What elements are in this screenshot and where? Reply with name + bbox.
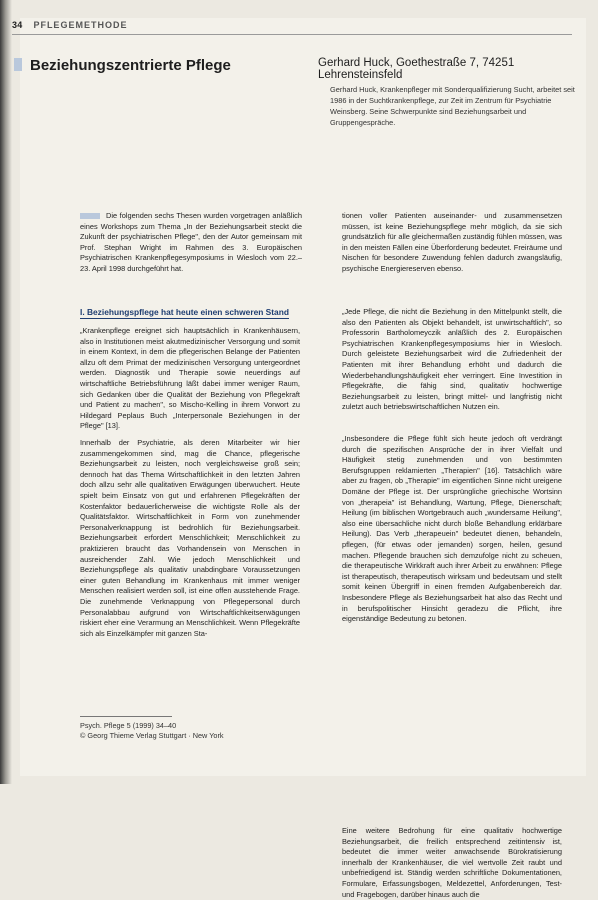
author-bio: Gerhard Huck, Krankenpfleger mit Sonderqualifizierung Sucht, arbeitet seit 1986 in der Suchtkrankenpflege, zur Zeit im Zentrum für Psychiatrie Weinsberg. Seine Schwerpunkte sind Beziehungsarbeit und Gruppengespräche.: [330, 85, 575, 127]
author-byline: Gerhard Huck, Goethestraße 7, 74251 Lehrensteinsfeld: [318, 57, 515, 81]
right-paragraph-1: tionen voller Patienten auseinander- und zusammensetzen müssen, ist keine Beziehungspflege mehr möglich, da sie sich grundsätzlich für alle gleichermaßen zuständig fühlen müssen, was in den meisten Fällen eine Überforderung bedeutet. Freiräume und Nischen für besondere Zuwendung fehlen dadurch zwangsläufig, psychische Energiereserven ebenso.: [342, 211, 562, 273]
footnote: [80, 721, 224, 741]
left-paragraph-2: Innerhalb der Psychiatrie, als deren Mitarbeiter wir hier zusammengekommen sind, mag die Chance, pflegerische Beziehungsarbeit zu leisten, noch vergleichsweise groß sein; dennoch hat das Thema Wirtschaftlichkeit in den letzten Jahren doch allzu sehr alle qualitativen Erwägungen überwuchert. Heute spielt beim Einsatz von gut und erfahrenen Pflegekräften der Kostenfaktor bedauerlicherweise die wichtigste Rolle als der Qualitätsfaktor. Wirtschaftlichkeit in Form von zunehmender Personalverknappung ist bedrohlich für Beziehungsarbeit. Beziehungsarbeit erfordert Menschlichkeit; Menschlichkeit zu praktizieren braucht das Vorhandensein von Menschen in ausreichender Zahl. Wie jedoch Menschlichkeit und Beziehungspflege als qualitativ unabdingbare Voraussetzungen einer guten Behandlung im Krankenhaus mit immer weniger Menschen realisiert werden soll, ist eine offen ausstehende Frage. Die zunehmende Verknappung von Pflegepersonal durch Personalabbau aufgrund von Wirtschaftlichkeitserwägungen riskiert eher eine Verarmung an Menschlichkeit. Wenn Pflegekräfte sich als Einzelkämpfer mit ganzen Sta-: [80, 438, 300, 638]
page-edge-shadow: [0, 0, 12, 784]
footnote-rule: [80, 716, 172, 717]
intro-text: Die folgenden sechs Thesen wurden vorgetragen anläßlich eines Workshops zum Thema „In der Beziehungsarbeit steckt die Zukunft der psychiatrischen Pflege", den der Autor gemeinsam mit Prof. Stephan Wright im Rahmen des 3. Europäischen Psychiatrischen Krankenpflegesymposiums in Wiesloch vom 22.–23. April 1998 durchgeführt hat.: [80, 211, 302, 273]
right-paragraph-4: Eine weitere Bedrohung für eine qualitativ hochwertige Beziehungsarbeit, die freilich entsprechend zeitintensiv ist, bedeutet die immer weiter anwachsende Bürokratisierung innerhalb der Krankenhäuser, die viel wertvolle Zeit raubt und unbefriedigend ist. Ständig werden schriftliche Dokumentationen, Formulare, Erfassungsbogen, Meldezettel, Anforderungen, Test- und Fragebogen, darüber hinaus auch die: [342, 826, 562, 899]
copyright: © Georg Thieme Verlag Stuttgart · New York: [80, 730, 224, 740]
left-paragraph-1: „Krankenpflege ereignet sich hauptsächlich in Krankenhäusern, also in Institutionen meist akutmedizinischer Versorgung und somit in einem Kontext, in dem die pflegerischen Belange der Patienten allzu oft dem Primat der medizinischen Versorgung untergeordnet werden. Diagnostik und Therapie sowie neuerdings auf wirtschaftliche Betriebsführung läßt dabei immer weniger Raum, sich Gedanken über die Qualität der Beziehung von Pflegekraft und Patient zu machen", so Mischo-Kelling in ihrem Vorwort zu Hildegard Peplaus Buch „Interpersonale Beziehungen in der Pflege" [13].: [80, 326, 300, 431]
section-heading: I. Beziehungspflege hat heute einen schweren Stand: [80, 307, 289, 317]
right-paragraph-3-text: „Insbesondere die Pflege fühlt sich heute jedoch oft verdrängt durch die spezifischen Ansprüche der in ihrer Vielfalt und Häufigkeit stetig zunehmenden und von bestimmten Berufsgruppen reklamierten „Therapien" [16]. Tatsächlich wäre aber zu fragen, ob „Therapie" im eigentlichen Sinne nicht ureigene Domäne der Pflege ist. Der ursprüngliche griechische Wortsinn von „therapeia" ist Behandlung, Wartung, Pflege, Dienerschaft; Heilung (im biblischen Wortgebrauch auch „wundersame Heilung", also eine übersachliche nicht durch bloße Behandlung erklärbare Heilung). Das Verb „therapeuein" bedeutet dienen, behandeln, pflegen, (für etwas oder jemanden) sorgen, heilen, gesund machen. Pflegende brauchen sich demzufolge nicht zu scheuen, die therapeutische Wirkkraft auch ihrer Arbeit zu erwähnen: Pflege ist therapeutisch, therapeutisch wirksam und bedeutsam und stellt somit keinen Übergriff in einen fremden Aufgabenbereich dar. Insbesondere Pflege als Beziehungsarbeit hat also das Recht und in berufspolitischer Hinsicht geradezu die Pflicht, ihre eigenständige Bedeutung zu betonen.: [342, 434, 562, 624]
page-number: 34: [12, 20, 23, 30]
article-title: Beziehungszentrierte Pflege: [30, 57, 231, 74]
citation: Psych. Pflege 5 (1999) 34–40: [80, 721, 177, 730]
intro-paragraph: [80, 211, 302, 275]
intro-marker: [80, 213, 100, 219]
section-label: PFLEGEMETHODE: [33, 20, 128, 30]
header-rule: [12, 34, 572, 35]
right-paragraph-2: „Jede Pflege, die nicht die Beziehung in den Mittelpunkt stellt, die also den Patienten als Objekt behandelt, ist unwirtschaftlich", so Professorin Bartholomeyczik anläßlich des 2. Europäischen Psychiatrischen Krankenpflegesymposiums hier in Wiesloch. Durch geleistete Beziehungsarbeit wird die Zufriedenheit der Patienten mit ihrer Behandlung erhöht und dadurch die Wiederbehandlungshäufigkeit eher verringert. Eine Investition in Pflegekräfte, die fähig sind, qualitativ hochwertige Beziehungsarbeit zu leisten, bringt mittel- und langfristig nicht zuletzt auch betriebswirtschaftlichen Nutzen ein.: [342, 307, 562, 412]
title-marker: [14, 58, 22, 71]
running-header: [12, 20, 127, 30]
